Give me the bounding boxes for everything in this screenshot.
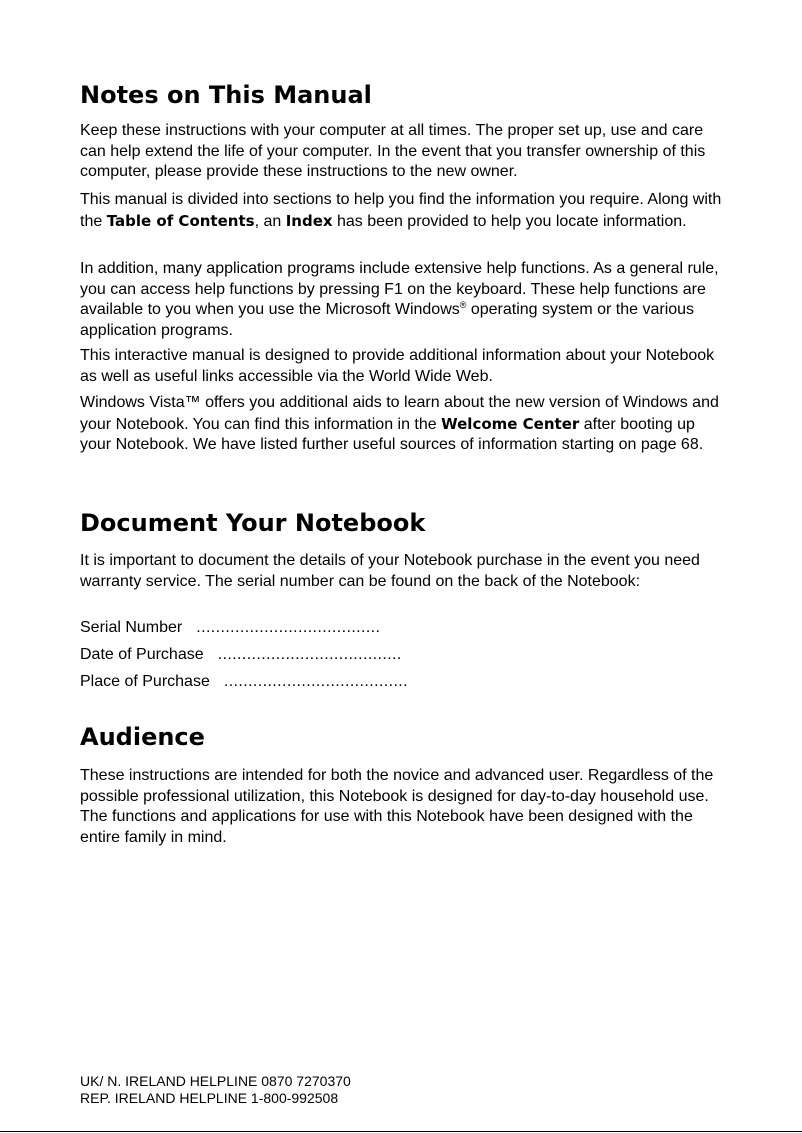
notes-paragraph-2-text-c: , an bbox=[254, 212, 286, 230]
date-of-purchase-field bbox=[80, 645, 402, 665]
notes-paragraph-3-text-a: In addition, many application programs include extensive help functions. As a general rule, you can access help functions by pressing F1 on the keyboard. These help functions are available to you when you use the Microsoft Windows bbox=[80, 260, 719, 318]
place-of-purchase-label: Place of Purchase bbox=[80, 673, 210, 690]
uk-helpline: UK/ N. IRELAND HELPLINE 0870 7270370 bbox=[80, 1073, 351, 1089]
ireland-helpline: REP. IRELAND HELPLINE 1-800-992508 bbox=[80, 1090, 339, 1106]
serial-number-field bbox=[80, 618, 380, 638]
place-of-purchase-field bbox=[80, 672, 408, 692]
notes-paragraph-5-text-c: after booting up your Notebook. We have listed further useful sources of information starting on page 68. bbox=[80, 415, 704, 453]
welcome-center-term: Welcome Center bbox=[441, 414, 580, 433]
notes-paragraph-3 bbox=[80, 259, 730, 341]
date-of-purchase-label: Date of Purchase bbox=[80, 646, 204, 663]
notes-paragraph-2-text-a: This manual is divided into sections to help you find the information you require. Along with the bbox=[80, 191, 722, 230]
audience-heading: Audience bbox=[80, 723, 205, 751]
notes-paragraph-2-text-e: has been provided to help you locate information. bbox=[332, 212, 687, 230]
notes-paragraph-5-text-a: Windows Vista™ offers you additional aids to learn about the new version of Windows and your Notebook. You can find this information in the bbox=[80, 394, 719, 433]
serial-number-blank: ...................................... bbox=[196, 619, 381, 636]
helpline-footer bbox=[80, 1073, 351, 1107]
date-of-purchase-blank: ...................................... bbox=[217, 646, 402, 663]
serial-number-label: Serial Number bbox=[80, 619, 183, 636]
notes-paragraph-1: Keep these instructions with your computer at all times. The proper set up, use and care can help extend the life of your computer. In the event that you transfer ownership of this computer, please provide these instructions to the new owner. bbox=[80, 122, 706, 180]
place-of-purchase-blank: ...................................... bbox=[223, 673, 408, 690]
notes-paragraph-5 bbox=[80, 393, 730, 456]
registered-mark: ® bbox=[459, 300, 467, 310]
document-paragraph-1: It is important to document the details of your Notebook purchase in the event you need warranty service. The serial number can be found on the back of the Notebook: bbox=[80, 552, 700, 590]
notes-paragraph-3-text-b: operating system or the various application programs. bbox=[80, 301, 695, 339]
table-of-contents-term: Table of Contents bbox=[106, 211, 255, 230]
document-heading: Document Your Notebook bbox=[80, 509, 426, 537]
notes-heading: Notes on This Manual bbox=[80, 81, 372, 109]
notes-paragraph-2 bbox=[80, 190, 730, 232]
notes-paragraph-4: This interactive manual is designed to provide additional information about your Notebook as well as useful links accessible via the World Wide Web. bbox=[80, 347, 715, 385]
page-bottom-rule bbox=[0, 1131, 802, 1132]
index-term: Index bbox=[285, 211, 333, 230]
audience-paragraph-1: These instructions are intended for both the novice and advanced user. Regardless of the possible professional utilization, this Notebook is designed for day-to-day household use. The functions and applications for use with this Notebook have been designed with the entire family in mind. bbox=[80, 767, 714, 846]
